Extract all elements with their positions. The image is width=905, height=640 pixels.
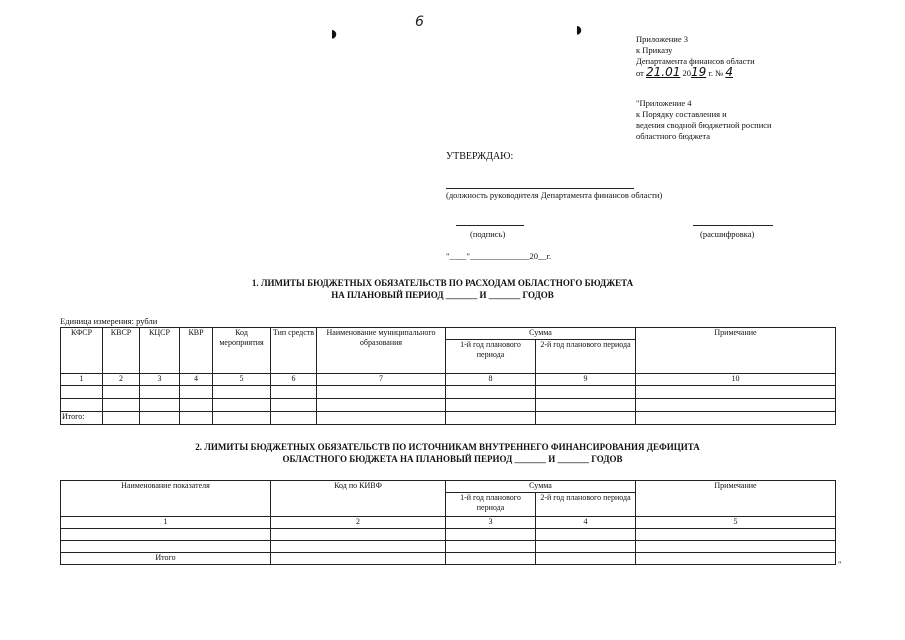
col-number: 9 xyxy=(536,374,636,386)
position-line xyxy=(446,188,634,189)
col-number: 3 xyxy=(140,374,180,386)
approve-date-line: "____"______________20__г. xyxy=(446,251,552,261)
appendix3-block xyxy=(636,34,896,79)
appendix4-line3: ведения сводной бюджетной росписи xyxy=(636,120,772,130)
table2-numbers-row xyxy=(61,517,836,529)
table-row xyxy=(61,541,836,553)
section1-title-line1: 1. ЛИМИТЫ БЮДЖЕТНЫХ ОБЯЗАТЕЛЬСТВ ПО РАСХОДАМ ОБЛАСТНОГО БЮДЖЕТА xyxy=(251,278,634,288)
col-number: 5 xyxy=(636,517,836,529)
header-funds-type: Тип средств xyxy=(271,328,317,374)
col-number: 2 xyxy=(103,374,140,386)
table-row xyxy=(61,399,836,412)
header-sum: Сумма xyxy=(446,328,636,340)
signature-caption: (подпись) xyxy=(470,229,506,239)
appendix3-line2: к Приказу xyxy=(636,45,673,55)
closing-quote: " xyxy=(838,559,842,569)
col-number: 8 xyxy=(446,374,536,386)
decoding-line xyxy=(693,225,773,226)
table2-total-row xyxy=(61,553,836,565)
appendix3-day-handwritten: 21.01 xyxy=(645,65,681,79)
col-number: 4 xyxy=(536,517,636,529)
section2-title-line2: ОБЛАСТНОГО БЮДЖЕТА НА ПЛАНОВЫЙ ПЕРИОД _______ И _______ ГОДОВ xyxy=(282,454,623,464)
approve-title: УТВЕРЖДАЮ: xyxy=(446,151,514,162)
header-municipality: Наименование муниципального образования xyxy=(317,328,446,374)
appendix3-from: от xyxy=(636,68,644,78)
binding-mark-right: ◗ xyxy=(573,19,586,41)
header-note: Примечание xyxy=(636,481,836,517)
col-number: 4 xyxy=(180,374,213,386)
section1-title-line2: НА ПЛАНОВЫЙ ПЕРИОД _______ И _______ ГОДОВ xyxy=(331,290,554,300)
appendix4-block xyxy=(636,98,896,142)
col-number: 2 xyxy=(271,517,446,529)
col-number: 6 xyxy=(271,374,317,386)
col-number: 7 xyxy=(317,374,446,386)
signature-line xyxy=(456,225,524,226)
appendix3-date-line xyxy=(636,67,896,79)
appendix3-year-prefix: 20 xyxy=(682,68,691,78)
header-year1: 1-й год планового периода xyxy=(446,340,536,374)
header-event-code: Код мероприятия xyxy=(213,328,271,374)
appendix4-line2: к Порядку составления и xyxy=(636,109,727,119)
header-year2: 2-й год планового периода xyxy=(536,340,636,374)
header-kvsr: КВСР xyxy=(103,328,140,374)
table-row xyxy=(61,529,836,541)
header-kfsr: КФСР xyxy=(61,328,103,374)
appendix3-number-handwritten: 4 xyxy=(725,65,734,79)
col-number: 1 xyxy=(61,517,271,529)
appendix4-line1: "Приложение 4 xyxy=(636,98,692,108)
header-indicator: Наименование показателя xyxy=(61,481,271,517)
table1-numbers-row xyxy=(61,374,836,386)
header-sum: Сумма xyxy=(446,481,636,493)
col-number: 10 xyxy=(636,374,836,386)
col-number: 3 xyxy=(446,517,536,529)
table-row xyxy=(61,386,836,399)
position-caption: (должность руководителя Департамента финансов области) xyxy=(446,190,663,200)
header-note: Примечание xyxy=(636,328,836,374)
col-number: 5 xyxy=(213,374,271,386)
header-kvr: КВР xyxy=(180,328,213,374)
limits-expenses-table xyxy=(60,327,836,425)
section2-title-line1: 2. ЛИМИТЫ БЮДЖЕТНЫХ ОБЯЗАТЕЛЬСТВ ПО ИСТОЧНИКАМ ВНУТРЕННЕГО ФИНАНСИРОВАНИЯ ДЕФИЦИТА xyxy=(195,442,700,452)
table1-header-row xyxy=(61,328,836,340)
appendix3-year-handwritten: 19 xyxy=(690,65,707,79)
decoding-caption: (расшифровка) xyxy=(700,229,755,239)
appendix4-line4: областного бюджета xyxy=(636,131,711,141)
header-year2: 2-й год планового периода xyxy=(536,493,636,517)
appendix3-number-label: г. № xyxy=(708,68,724,78)
total-label: Итого xyxy=(61,553,271,565)
binding-mark-left: ◗ xyxy=(328,23,341,45)
col-number: 1 xyxy=(61,374,103,386)
header-year1: 1-й год планового периода xyxy=(446,493,536,517)
page-number: 6 xyxy=(415,14,424,30)
limits-sources-table xyxy=(60,480,836,565)
appendix3-line3: Департамента финансов области xyxy=(636,56,755,66)
header-kcsr: КЦСР xyxy=(140,328,180,374)
table2-header-row xyxy=(61,481,836,493)
unit-label: Единица измерения: рубли xyxy=(60,316,158,326)
table1-total-row xyxy=(61,412,836,425)
total-label: Итого: xyxy=(61,412,103,425)
appendix3-line1: Приложение 3 xyxy=(636,34,688,44)
header-kivf: Код по КИВФ xyxy=(271,481,446,517)
